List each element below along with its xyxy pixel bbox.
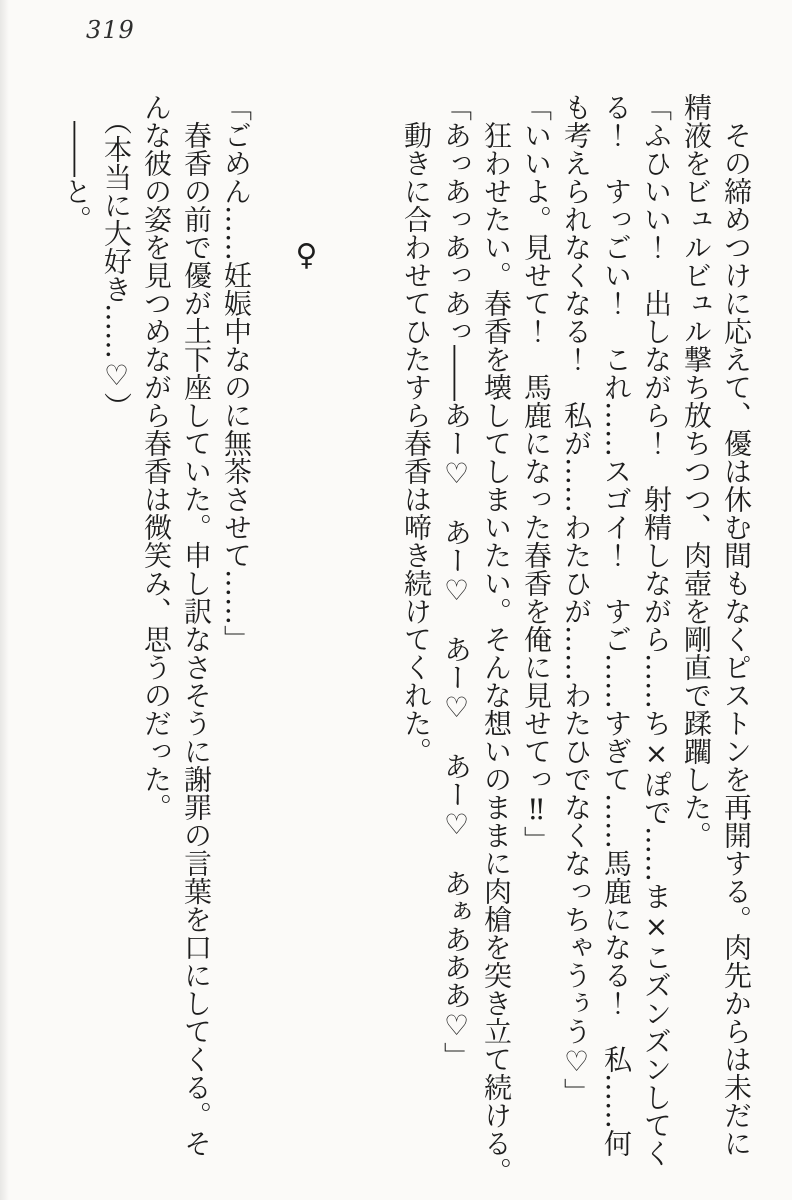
section-divider [256, 93, 356, 1193]
blank-column [356, 93, 396, 1193]
text-column-4: る！ すっごい！ これ……スゴイ！ すご……すぎて……馬鹿になる！ 私……何 [600, 93, 633, 1157]
page-gutter-shadow [0, 0, 9, 1200]
text-column-9: 動きに合わせてひたすら春香は啼き続けてくれた。 [400, 93, 433, 765]
vertical-text-block [56, 93, 756, 1193]
text-column-14: んな彼の姿を見つめながら春香は微笑み、思うのだった。 [140, 93, 173, 821]
text-column-7: 狂わせたい。春香を壊してしまいたい。そんな想いのままに肉槍を突き立て続ける。 [480, 93, 513, 1185]
text-column-15: （本当に大好き……♡） [100, 93, 133, 420]
text-column-12: 「ごめん……妊娠中なのに無茶させて……」 [220, 93, 253, 653]
text-column-8: 「あっあっあっあっ――あー♡ あー♡ あー♡ あー♡ あぁあああ♡」 [440, 93, 473, 1070]
female-sign-icon: ♀ [289, 238, 324, 273]
text-column-3: 「ふひいい！ 出しながら！ 射精しながら……ち×ぽで……ま×こズンズンしてく [640, 93, 673, 1167]
text-column-16: ――と。 [60, 93, 93, 233]
page-number: 319 [86, 16, 135, 44]
text-column-13: 春香の前で優が土下座していた。申し訳なさそうに謝罪の言葉を口にしてくる。そ [180, 93, 213, 1157]
text-column-5: も考えられなくなる！ 私が……わたひが……わたひでなくなっちゃうぅう♡」 [560, 93, 593, 1106]
text-column-6: 「いいよ。見せて！ 馬鹿になった春香を俺に見せてっ‼」 [520, 93, 553, 854]
text-column-2: 精液をビュルビュル撃ち放ちつつ、肉壺を剛直で蹂躙した。 [680, 93, 713, 849]
text-column-1: その締めつけに応えて、優は休む間もなくピストンを再開する。肉先からは未だに [720, 93, 753, 1157]
